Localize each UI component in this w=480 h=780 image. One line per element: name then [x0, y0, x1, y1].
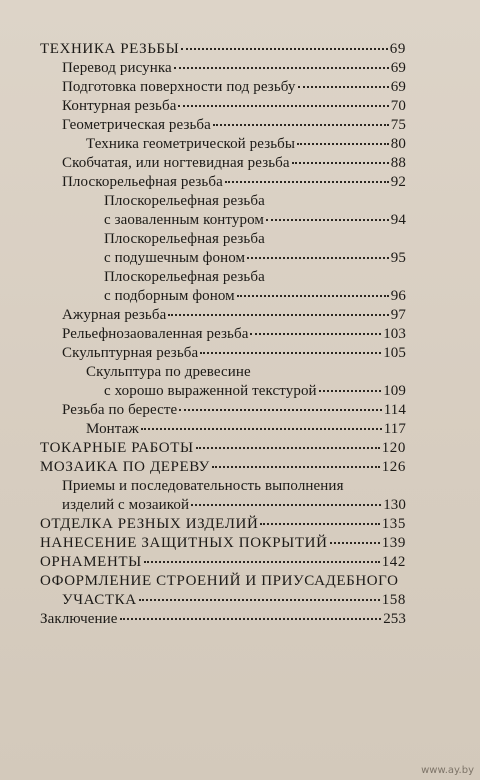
toc-title: ТОКАРНЫЕ РАБОТЫ: [40, 440, 194, 456]
dot-leader: [212, 460, 380, 468]
toc-title-line1: Скульптура по древесине: [86, 364, 251, 380]
toc-entry: [40, 154, 406, 173]
toc-page-number: 97: [390, 307, 406, 323]
toc-title: Скульптурная резьба: [62, 345, 199, 361]
toc-entry: [40, 572, 406, 610]
toc-title: Геометрическая резьба: [62, 117, 211, 133]
toc-page-number: 94: [390, 212, 406, 228]
toc-page-number: 80: [390, 136, 406, 152]
toc-page-number: 130: [383, 497, 406, 513]
toc-page-number: 139: [381, 535, 406, 551]
toc-title: Плоскорельефная резьба: [62, 174, 223, 190]
dot-leader: [178, 99, 388, 107]
toc-title: Контурная резьба: [62, 98, 177, 114]
dot-leader: [247, 251, 389, 259]
dot-leader: [225, 175, 389, 183]
toc-title: Монтаж: [86, 421, 139, 437]
toc-entry: [40, 420, 406, 439]
dot-leader: [292, 156, 389, 164]
toc-entry: [40, 553, 406, 572]
toc-entry: [40, 439, 406, 458]
toc-entry: [40, 97, 406, 116]
toc-page-number: 95: [390, 250, 406, 266]
toc-title: Скобчатая, или ногтевидная резьба: [62, 155, 290, 171]
toc-page-number: 109: [383, 383, 406, 399]
dot-leader: [266, 213, 389, 221]
toc-entry: [40, 325, 406, 344]
watermark: www.ay.by: [421, 765, 474, 776]
dot-leader: [200, 346, 381, 354]
dot-leader: [179, 403, 381, 411]
toc-page-number: 142: [381, 554, 406, 570]
toc-entry: [40, 401, 406, 420]
dot-leader: [168, 308, 388, 316]
dot-leader: [191, 498, 381, 506]
toc-entry: [40, 534, 406, 553]
dot-leader: [213, 118, 389, 126]
toc-page-number: 117: [383, 421, 406, 437]
toc-entry: [40, 78, 406, 97]
toc-title: Заключение: [40, 611, 118, 627]
toc-entry: [40, 268, 406, 306]
toc-page-number: 158: [381, 592, 406, 608]
toc-title-line1: ОФОРМЛЕНИЕ СТРОЕНИЙ И ПРИУСАДЕБНОГО: [40, 573, 399, 589]
dot-leader: [144, 555, 380, 563]
dot-leader: [298, 80, 389, 88]
table-of-contents: [40, 40, 406, 629]
dot-leader: [297, 137, 389, 145]
toc-title-line2: изделий с мозаикой: [62, 497, 190, 513]
toc-entry: [40, 344, 406, 363]
toc-title: Рельефнозаоваленная резьба: [62, 326, 249, 342]
toc-title: Резьба по бересте: [62, 402, 178, 418]
toc-entry: [40, 116, 406, 135]
toc-title-line2: с заоваленным контуром: [104, 212, 265, 228]
dot-leader: [120, 612, 382, 620]
dot-leader: [250, 327, 381, 335]
toc-title-line2: с хорошо выраженной текстурой: [104, 383, 317, 399]
toc-page-number: 92: [390, 174, 406, 190]
toc-page-number: 253: [383, 611, 406, 627]
toc-entry: [40, 477, 406, 515]
dot-leader: [181, 42, 387, 50]
toc-page-number: 88: [390, 155, 406, 171]
toc-title-line2: УЧАСТКА: [62, 592, 137, 608]
dot-leader: [330, 536, 380, 544]
toc-entry: [40, 306, 406, 325]
toc-page-number: 70: [390, 98, 406, 114]
toc-entry: [40, 363, 406, 401]
toc-title-line2: с подборным фоном: [104, 288, 235, 304]
toc-entry: [40, 135, 406, 154]
toc-title: ТЕХНИКА РЕЗЬБЫ: [40, 41, 180, 57]
dot-leader: [319, 384, 382, 392]
toc-title: ОТДЕЛКА РЕЗНЫХ ИЗДЕЛИЙ: [40, 516, 259, 532]
toc-page-number: 105: [383, 345, 406, 361]
dot-leader: [237, 289, 389, 297]
toc-page-number: 75: [390, 117, 406, 133]
toc-entry: [40, 173, 406, 192]
dot-leader: [260, 517, 379, 525]
toc-page-number: 103: [383, 326, 406, 342]
toc-entry: [40, 610, 406, 629]
toc-title: МОЗАИКА ПО ДЕРЕВУ: [40, 459, 210, 475]
dot-leader: [174, 61, 389, 69]
toc-entry: [40, 458, 406, 477]
dot-leader: [141, 422, 382, 430]
toc-page-number: 69: [390, 79, 406, 95]
dot-leader: [196, 441, 380, 449]
toc-entry: [40, 230, 406, 268]
dot-leader: [139, 593, 380, 601]
toc-title: Техника геометрической резьбы: [86, 136, 296, 152]
toc-page-number: 135: [381, 516, 406, 532]
toc-title-line1: Плоскорельефная резьба: [104, 231, 265, 247]
toc-title: ОРНАМЕНТЫ: [40, 554, 142, 570]
toc-page-number: 126: [381, 459, 406, 475]
toc-title: Перевод рисунка: [62, 60, 172, 76]
toc-title-line2: с подушечным фоном: [104, 250, 246, 266]
toc-title: НАНЕСЕНИЕ ЗАЩИТНЫХ ПОКРЫТИЙ: [40, 535, 328, 551]
toc-page-number: 120: [381, 440, 406, 456]
toc-title-line1: Плоскорельефная резьба: [104, 193, 265, 209]
toc-title-line1: Приемы и последовательность выполнения: [62, 478, 344, 494]
toc-page-number: 96: [390, 288, 406, 304]
toc-title: Ажурная резьба: [62, 307, 167, 323]
toc-title-line1: Плоскорельефная резьба: [104, 269, 265, 285]
toc-entry: [40, 515, 406, 534]
toc-page-number: 114: [383, 402, 406, 418]
toc-entry: [40, 40, 406, 59]
toc-page-number: 69: [389, 41, 406, 57]
toc-page-number: 69: [390, 60, 406, 76]
toc-entry: [40, 59, 406, 78]
toc-entry: [40, 192, 406, 230]
toc-title: Подготовка поверхности под резьбу: [62, 79, 296, 95]
